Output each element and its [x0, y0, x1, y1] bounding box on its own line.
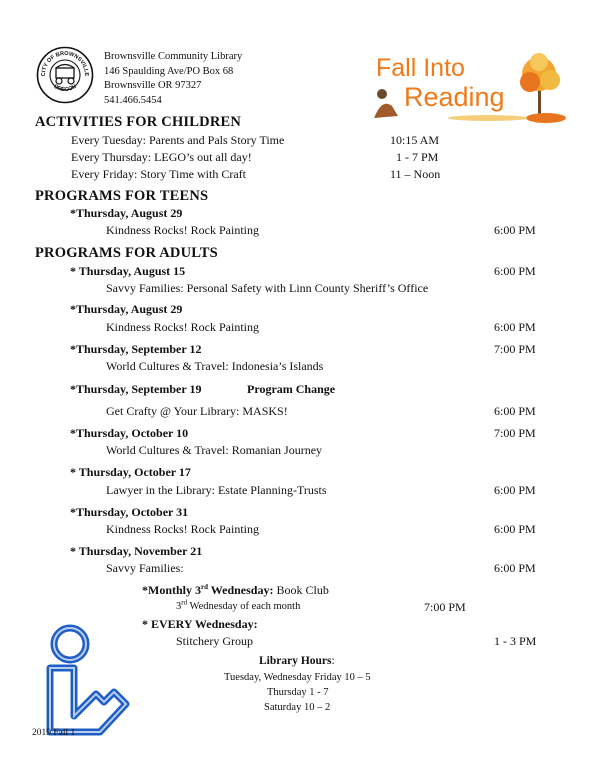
adult-event-time: 6:00 PM: [494, 522, 536, 536]
seal-bottom-text: OREGON: [52, 83, 78, 94]
adult-event-date: *Thursday, October 31: [70, 505, 189, 519]
book-club-label: *Monthly 3rd Wednesday:: [142, 583, 274, 597]
adult-event-date: * Thursday, November 21: [70, 544, 203, 558]
children-item-time: 10:15 AM: [390, 133, 440, 147]
book-club-time: 7:00 PM: [424, 600, 466, 614]
children-item-text: Every Thursday: LEGO’s out all day!: [71, 150, 252, 164]
children-item-text: Every Friday: Story Time with Craft: [71, 167, 246, 181]
adult-event-program: Kindness Rocks! Rock Painting: [106, 522, 259, 536]
seal-top-text: CITY OF BROWNSVILLE: [40, 50, 90, 77]
adult-event-date: *Thursday, September 19: [70, 382, 202, 396]
adult-event-time: 6:00 PM: [494, 264, 536, 278]
hours-line: Saturday 10 – 2: [264, 702, 331, 713]
library-hours-title: Library Hours:: [259, 655, 335, 667]
children-item-text: Every Tuesday: Parents and Pals Story Time: [71, 133, 285, 147]
book-club-name: Book Club: [273, 583, 329, 597]
adult-event-time: 7:00 PM: [494, 426, 536, 440]
stitchery-label: * EVERY Wednesday:: [142, 617, 258, 631]
teens-event-time: 6:00 PM: [494, 223, 536, 237]
autumn-tree-icon: [520, 53, 560, 118]
adult-event-time: 6:00 PM: [494, 320, 536, 334]
hours-line: Thursday 1 - 7: [267, 687, 329, 698]
hours-line: Tuesday, Wednesday Friday 10 – 5: [224, 672, 371, 683]
address-line-2: Brownsville OR 97327: [104, 80, 202, 91]
svg-text:CITY OF BROWNSVILLE: [41, 51, 89, 77]
adult-event-date: * Thursday, August 15: [70, 264, 186, 278]
adult-event-program: Get Crafty @ Your Library: MASKS!: [106, 404, 288, 418]
adult-event-time: 6:00 PM: [494, 483, 536, 497]
adult-event-date: *Thursday, September 12: [70, 342, 202, 356]
children-item-time: 11 – Noon: [390, 167, 441, 181]
adult-event-program: Savvy Families: Personal Safety with Linn County Sheriff’s Office: [106, 281, 429, 295]
city-seal-icon: [36, 46, 94, 104]
library-logo-icon: [40, 622, 132, 740]
library-name: Brownsville Community Library: [104, 51, 243, 62]
adult-event-date: *Thursday, October 10: [70, 426, 189, 440]
banner-line-1: Fall Into: [376, 54, 465, 82]
book-club-detail: 3rd Wednesday of each month: [176, 598, 301, 612]
adult-event-program: World Cultures & Travel: Romanian Journey: [106, 443, 323, 457]
phone-number: 541.466.5454: [104, 94, 162, 106]
children-heading: ACTIVITIES FOR CHILDREN: [35, 114, 242, 130]
adult-event-date: *Thursday, August 29: [70, 302, 183, 316]
adult-event-program: World Cultures & Travel: Indonesia’s Islands: [106, 359, 324, 373]
adult-event-time: 6:00 PM: [494, 561, 536, 575]
stitchery-program: Stitchery Group: [176, 634, 253, 648]
stitchery-time: 1 - 3 PM: [494, 634, 537, 648]
address-line-1: 146 Spaulding Ave/PO Box 68: [104, 65, 234, 77]
teens-event-program: Kindness Rocks! Rock Painting: [106, 223, 259, 237]
library-address-block: [104, 50, 242, 108]
adult-event-program: Savvy Families:: [106, 561, 184, 575]
adults-heading: PROGRAMS FOR ADULTS: [35, 245, 218, 261]
adult-event-program: Kindness Rocks! Rock Painting: [106, 320, 259, 334]
book-club-heading: [142, 583, 329, 598]
reading-child-icon: [374, 89, 398, 118]
footer-text: 2019 Fall 1: [32, 728, 76, 738]
adult-event-time: 7:00 PM: [494, 342, 536, 356]
banner-line-2: Reading: [404, 82, 505, 112]
teens-heading: PROGRAMS FOR TEENS: [35, 188, 209, 204]
program-change-note: Program Change: [247, 382, 336, 396]
adult-event-time: 6:00 PM: [494, 404, 536, 418]
fall-into-reading-banner: [368, 46, 566, 124]
teens-event-date: *Thursday, August 29: [70, 206, 183, 220]
adult-event-program: Lawyer in the Library: Estate Planning-Trusts: [106, 483, 327, 497]
svg-text:OREGON: [52, 84, 77, 94]
leaf-pile-icon: [448, 113, 566, 123]
children-item-time: 1 - 7 PM: [396, 150, 439, 164]
adult-event-date: * Thursday, October 17: [70, 465, 191, 479]
